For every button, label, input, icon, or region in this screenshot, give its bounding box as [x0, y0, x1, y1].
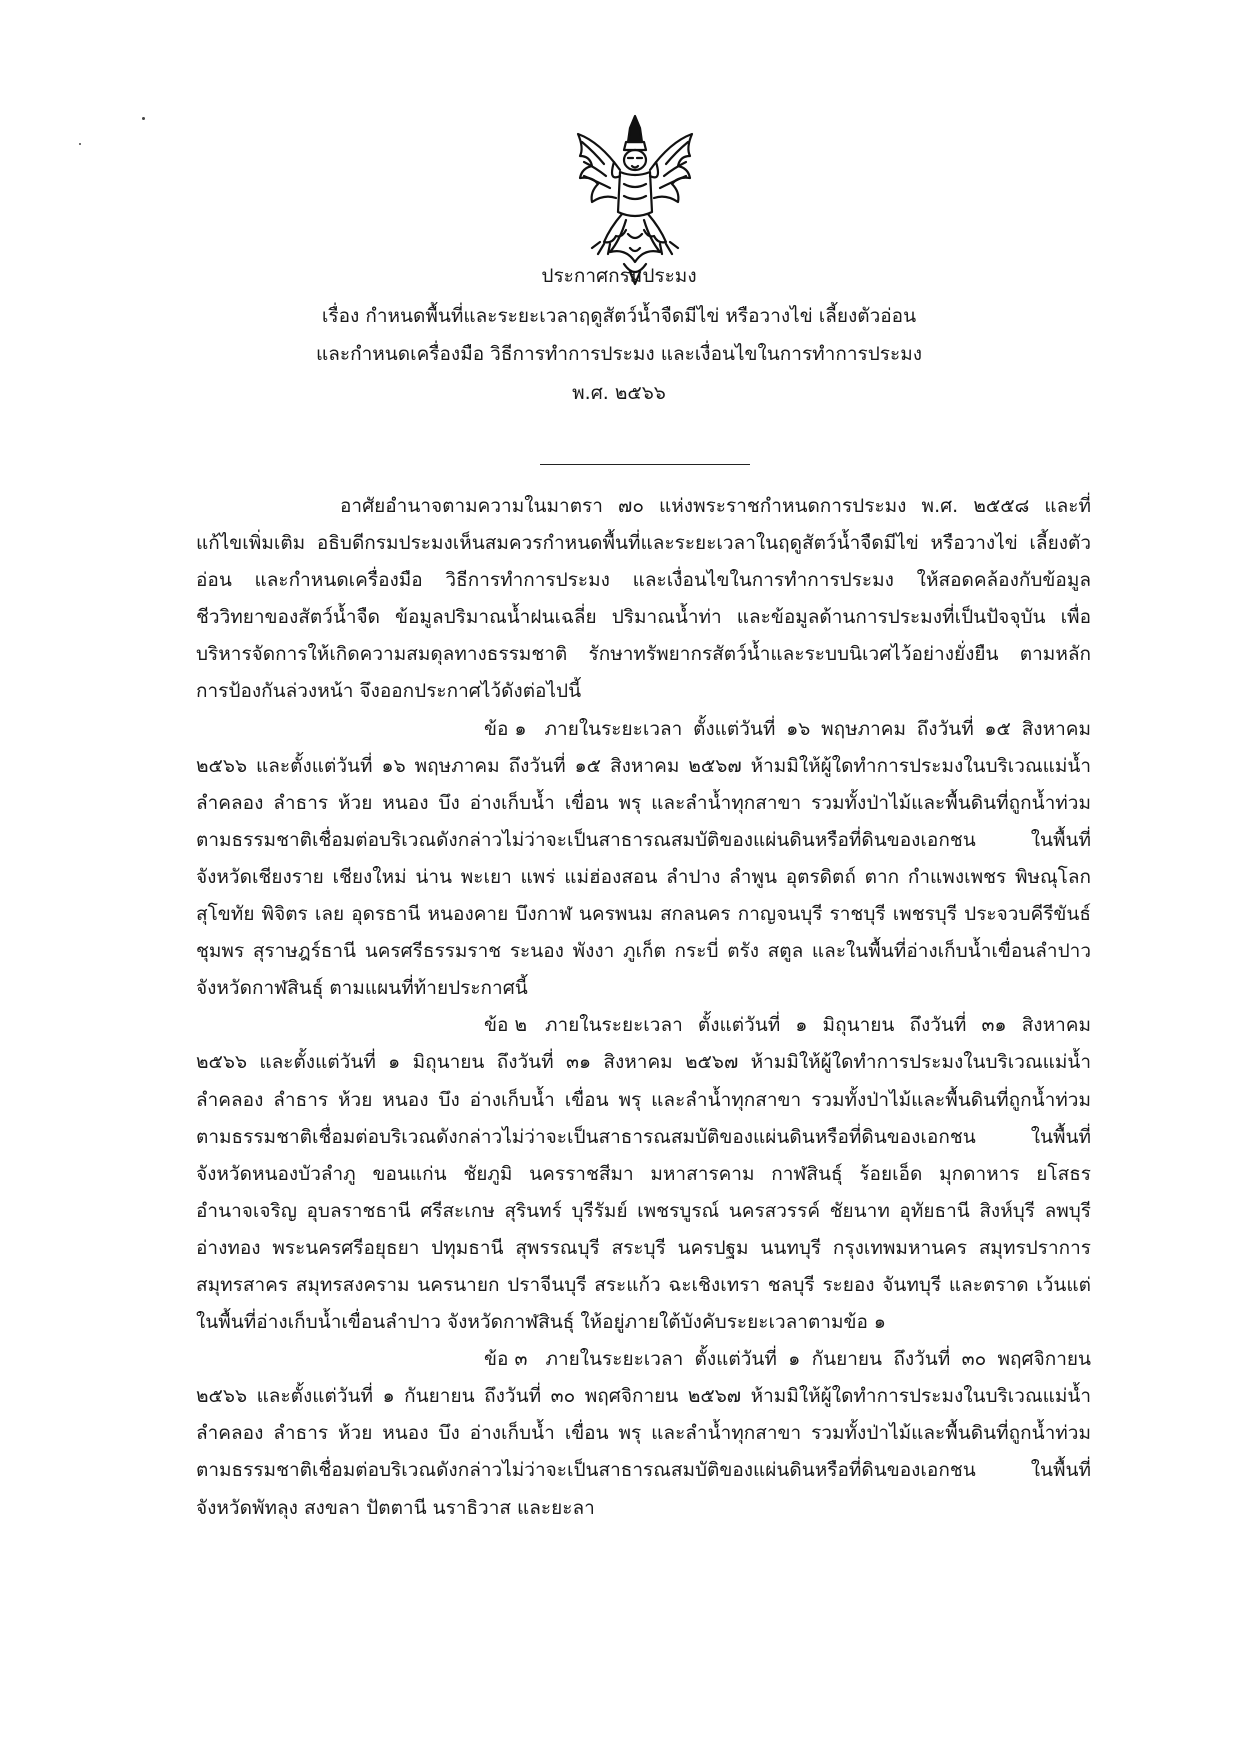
announcement-title: ประกาศกรมประมง: [541, 265, 697, 287]
title-divider: [540, 464, 750, 465]
clause-2: [196, 1007, 1091, 1341]
document-body: [196, 488, 1091, 1527]
announcement-year: พ.ศ. ๒๕๖๖: [572, 382, 666, 404]
clause-2-text: ภายในระยะเวลา ตั้งแต่วันที่ ๑ มิถุนายน ถึงวันที่ ๓๑ สิงหาคม ๒๕๖๖ และตั้งแต่วันที่ ๑ มิถุนายน ถึงวันที่ ๓๑ สิงหาคม ๒๕๖๗ ห้ามมิให้ผู้ใดทำการประมงในบริเวณแม่น้ำ ลำคลอง ลำธาร ห้วย หนอง บึง อ่างเก็บน้ำ เขื่อน พรุ และลำน้ำทุกสาขา รวมทั้งป่าไม้และพื้นดินที่ถูกน้ำท่วมตามธรรมชาติเชื่อมต่อบริเวณดังกล่าวไม่ว่าจะเป็นสาธารณสมบัติของแผ่นดินหรือที่ดินของเอกชน ในพื้นที่จังหวัดหนองบัวลำภู ขอนแก่น ชัยภูมิ นครราชสีมา มหาสารคาม กาฬสินธุ์ ร้อยเอ็ด มุกดาหาร ยโสธร อำนาจเจริญ อุบลราชธานี ศรีสะเกษ สุรินทร์ บุรีรัมย์ เพชรบูรณ์ นครสวรรค์ ชัยนาท อุทัยธานี สิงห์บุรี ลพบุรี อ่างทอง พระนครศรีอยุธยา ปทุมธานี สุพรรณบุรี สระบุรี นครปฐม นนทบุรี กรุงเทพมหานคร สมุทรปราการ สมุทรสาคร สมุทรสงคราม นครนายก ปราจีนบุรี สระแก้ว ฉะเชิงเทรา ชลบุรี ระยอง จันทบุรี และตราด เว้นแต่ ในพื้นที่อ่างเก็บน้ำเขื่อนลำปาว จังหวัดกาฬสินธุ์ ให้อยู่ภายใต้บังคับระยะเวลาตามข้อ ๑: [196, 1014, 1091, 1334]
clause-1-text: ภายในระยะเวลา ตั้งแต่วันที่ ๑๖ พฤษภาคม ถึงวันที่ ๑๕ สิงหาคม ๒๕๖๖ และตั้งแต่วันที่ ๑๖ พฤษภาคม ถึงวันที่ ๑๕ สิงหาคม ๒๕๖๗ ห้ามมิให้ผู้ใดทำการประมงในบริเวณแม่น้ำ ลำคลอง ลำธาร ห้วย หนอง บึง อ่างเก็บน้ำ เขื่อน พรุ และลำน้ำทุกสาขา รวมทั้งป่าไม้และพื้นดินที่ถูกน้ำท่วมตามธรรมชาติเชื่อมต่อบริเวณดังกล่าวไม่ว่าจะเป็นสาธารณสมบัติของแผ่นดินหรือที่ดินของเอกชน ในพื้นที่จังหวัดเชียงราย เชียงใหม่ น่าน พะเยา แพร่ แม่ฮ่องสอน ลำปาง ลำพูน อุตรดิตถ์ ตาก กำแพงเพชร พิษณุโลก สุโขทัย พิจิตร เลย อุดรธานี หนองคาย บึงกาฬ นครพนม สกลนคร กาญจนบุรี ราชบุรี เพชรบุรี ประจวบคีรีขันธ์ ชุมพร สุราษฎร์ธานี นครศรีธรรมราช ระนอง พังงา ภูเก็ต กระบี่ ตรัง สตูล และในพื้นที่อ่างเก็บน้ำเขื่อนลำปาว จังหวัดกาฬสินธุ์ ตามแผนที่ท้ายประกาศนี้: [196, 717, 1091, 1000]
preamble-paragraph: อาศัยอำนาจตามความในมาตรา ๗๐ แห่งพระราชกำหนดการประมง พ.ศ. ๒๕๕๘ และที่แก้ไขเพิ่มเติม อธิบดีกรมประมงเห็นสมควรกำหนดพื้นที่และระยะเวลาในฤดูสัตว์น้ำจืดมีไข่ หรือวางไข่ เลี้ยงตัวอ่อน และกำหนดเครื่องมือ วิธีการทำการประมง และเงื่อนไขในการทำการประมง ให้สอดคล้องกับข้อมูลชีววิทยาของสัตว์น้ำจืด ข้อมูลปริมาณน้ำฝนเฉลี่ย ปริมาณน้ำท่า และข้อมูลด้านการประมงที่เป็นปัจจุบัน เพื่อบริหารจัดการให้เกิดความสมดุลทางธรรมชาติ รักษาทรัพยากรสัตว์น้ำและระบบนิเวศไว้อย่างยั่งยืน ตามหลักการป้องกันล่วงหน้า จึงออกประกาศไว้ดังต่อไปนี้: [196, 495, 1091, 703]
scan-speck: [142, 117, 145, 120]
clause-3-text: ภายในระยะเวลา ตั้งแต่วันที่ ๑ กันยายน ถึงวันที่ ๓๐ พฤศจิกายน ๒๕๖๖ และตั้งแต่วันที่ ๑ กันยายน ถึงวันที่ ๓๐ พฤศจิกายน ๒๕๖๗ ห้ามมิให้ผู้ใดทำการประมงในบริเวณแม่น้ำ ลำคลอง ลำธาร ห้วย หนอง บึง อ่างเก็บน้ำ เขื่อน พรุ และลำน้ำทุกสาขา รวมทั้งป่าไม้และพื้นดินที่ถูกน้ำท่วมตามธรรมชาติเชื่อมต่อบริเวณดังกล่าวไม่ว่าจะเป็นสาธารณสมบัติของแผ่นดินหรือที่ดินของเอกชน ในพื้นที่จังหวัดพัทลุง สงขลา ปัตตานี นราธิวาส และยะลา: [196, 1348, 1091, 1519]
clause-3-label: ข้อ ๓: [484, 1348, 528, 1371]
clause-1-label: ข้อ ๑: [484, 717, 527, 740]
clause-1: [196, 711, 1091, 1008]
clause-2-label: ข้อ ๒: [484, 1014, 527, 1037]
clause-3: [196, 1341, 1091, 1526]
subject-line-1: เรื่อง กำหนดพื้นที่และระยะเวลาฤดูสัตว์น้ำจืดมีไข่ หรือวางไข่ เลี้ยงตัวอ่อน: [321, 305, 917, 327]
scan-speck: [79, 143, 81, 145]
subject-line-2: และกำหนดเครื่องมือ วิธีการทำการประมง และเงื่อนไขในการทำการประมง: [315, 343, 922, 365]
